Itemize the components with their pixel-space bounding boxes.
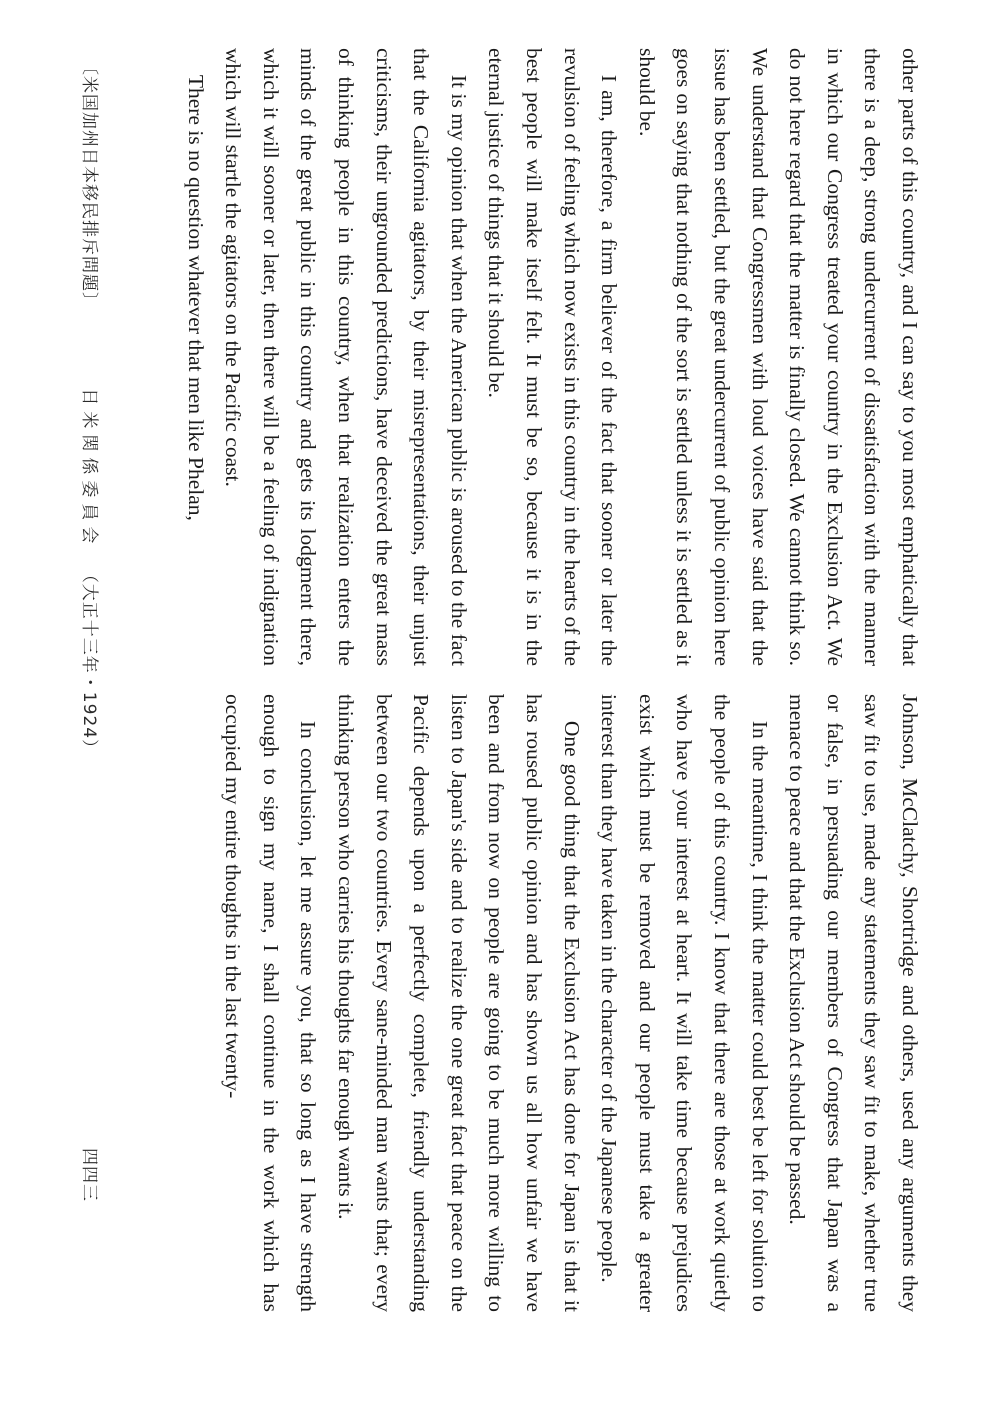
paragraph: There is no question whatever that men like Phelan, — [183, 74, 208, 521]
paragraph: One good thing that the Exclusion Act has done for Japan is that it has roused public opinion and has shown us all how unfair we have been and from now on people are going to be much more willing to listen to Japan's side and to realize the one great fact that peace on the Pacific depends upon a perfectly complete, friendly understanding between our two countries. Every sane-minded man wants that; every thinking person who carries his thoughts far enough wants it. — [334, 694, 584, 1312]
page-number: 四四三 — [79, 1148, 99, 1202]
paragraph: I am, therefore, a firm believer of the fact that sooner or later the revulsion of feeling which now exists in this country in the hearts of the best people will make itself felt. It must be so, because it is in the eternal justice of things that it should be. — [484, 48, 622, 666]
series-title: 〔米国加州日本移民排斥問題〕 — [79, 58, 99, 310]
running-footer — [79, 58, 104, 757]
paragraph: In conclusion, let me assure you, that so long as I have strength enough to sign my name, I shall continue in the work which has occupied my entire thoughts in the last twenty- — [221, 694, 321, 1312]
left-text-column — [176, 48, 928, 666]
paragraph: other parts of this country, and I can say to you most emphatically that there is a deep, strong undercurrent of dissatisfaction with the manner in which our Congress treated your country in the Exclusion Act. We do not here regard that the matter is finally closed. We cannot think so. We understand that Congressmen with loud voices have said that the issue has been settled, but the great undercurrent of public opinion here goes on saying that nothing of the sort is settled unless it is settled as it should be. — [634, 48, 922, 666]
paragraph: It is my opinion that when the American public is aroused to the fact that the California agitators, by their misrepresentations, their unjust criticisms, their ungrounded predictions, have deceived the great mass of thinking people in this country, when that realization enters the minds of the great public in this country and gets its lodgment there, which it will sooner or later, then there will be a feeling of indignation which will startle the agitators on the Pacific coast. — [221, 48, 471, 666]
paragraph: Johnson, McClatchy, Shortridge and others, used any arguments they saw fit to use, made any statements they saw fit to make, whether true or false, in persuading our members of Congress that Japan was a menace to peace and that the Exclusion Act should be passed. — [785, 694, 922, 1312]
era-label: （大正十三年・1924） — [79, 565, 99, 758]
organization-name: 日米関係委員会 — [79, 388, 99, 550]
paragraph: In the meantime, I think the matter could best be left for solution to the people of this country. I know that there are those at work quietly who have your interest at heart. It will take time because prejudices exist which must be removed and our people must take a greater interest than they have taken in the character of the Japanese people. — [597, 694, 772, 1312]
right-text-column — [214, 694, 928, 1312]
